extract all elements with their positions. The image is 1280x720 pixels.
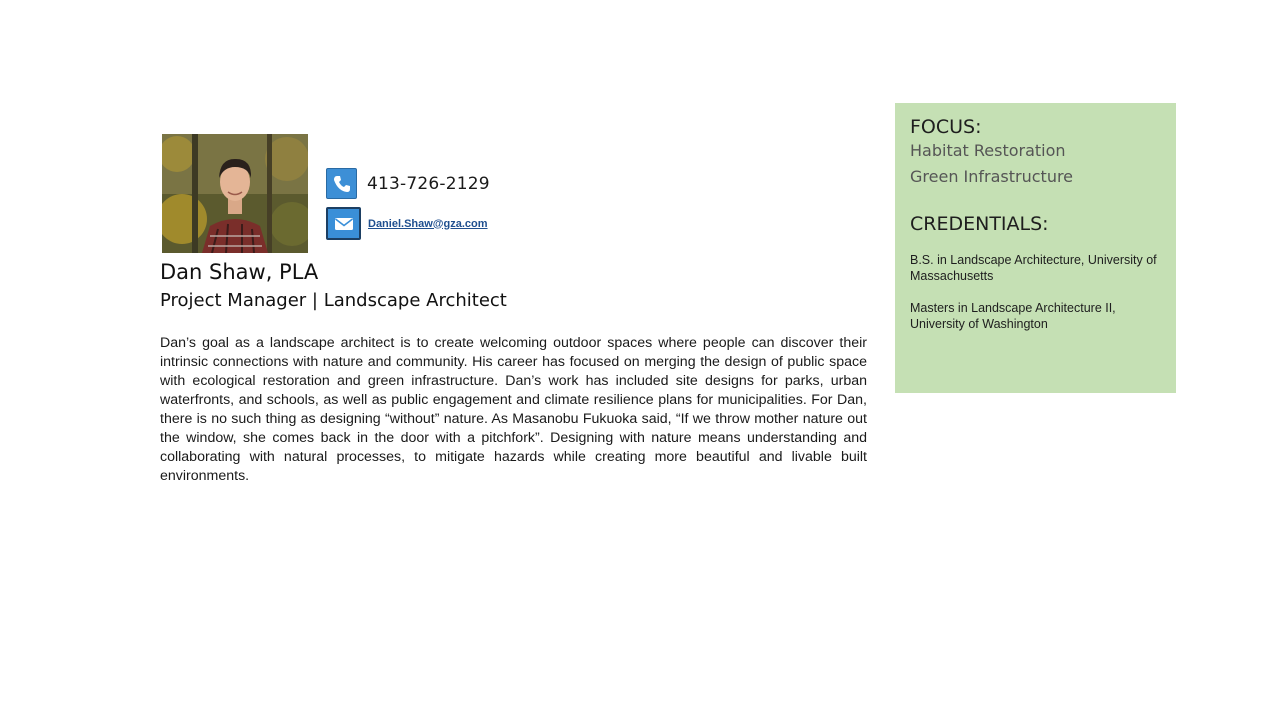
email-link[interactable]: Daniel.Shaw@gza.com bbox=[368, 217, 488, 230]
focus-heading: FOCUS: bbox=[910, 116, 982, 138]
portrait-image bbox=[162, 134, 308, 253]
phone-contact bbox=[326, 168, 490, 199]
person-title: Project Manager | Landscape Architect bbox=[160, 290, 507, 311]
email-contact bbox=[326, 207, 488, 240]
mail-icon bbox=[326, 207, 361, 240]
credentials-heading: CREDENTIALS: bbox=[910, 213, 1049, 235]
bio-paragraph: Dan’s goal as a landscape architect is to create welcoming outdoor spaces where people can discover their intrinsic connections with nature and community. His career has focused on merging the design of public space with ecological restoration and green infrastructure. Dan’s work has included site designs for parks, urban waterfronts, and schools, as well as public engagement and climate resilience plans for municipalities. For Dan, there is no such thing as designing “without” nature. As Masanobu Fukuoka said, “If we throw mother nature out the window, she comes back in the door with a pitchfork”. Designing with nature means understanding and collaborating with natural processes, to mitigate hazards while creating more beautiful and livable built environments. bbox=[160, 335, 867, 484]
phone-number: 413-726-2129 bbox=[367, 173, 490, 194]
credential-item: Masters in Landscape Architecture II, University of Washington bbox=[910, 301, 1116, 331]
phone-icon bbox=[326, 168, 357, 199]
person-name: Dan Shaw, PLA bbox=[160, 260, 319, 284]
credential-item: B.S. in Landscape Architecture, University of Massachusetts bbox=[910, 253, 1157, 283]
sidebar-panel bbox=[895, 103, 1176, 393]
profile-photo bbox=[162, 134, 308, 253]
focus-item: Green Infrastructure bbox=[910, 167, 1074, 186]
focus-item: Habitat Restoration bbox=[910, 141, 1066, 160]
